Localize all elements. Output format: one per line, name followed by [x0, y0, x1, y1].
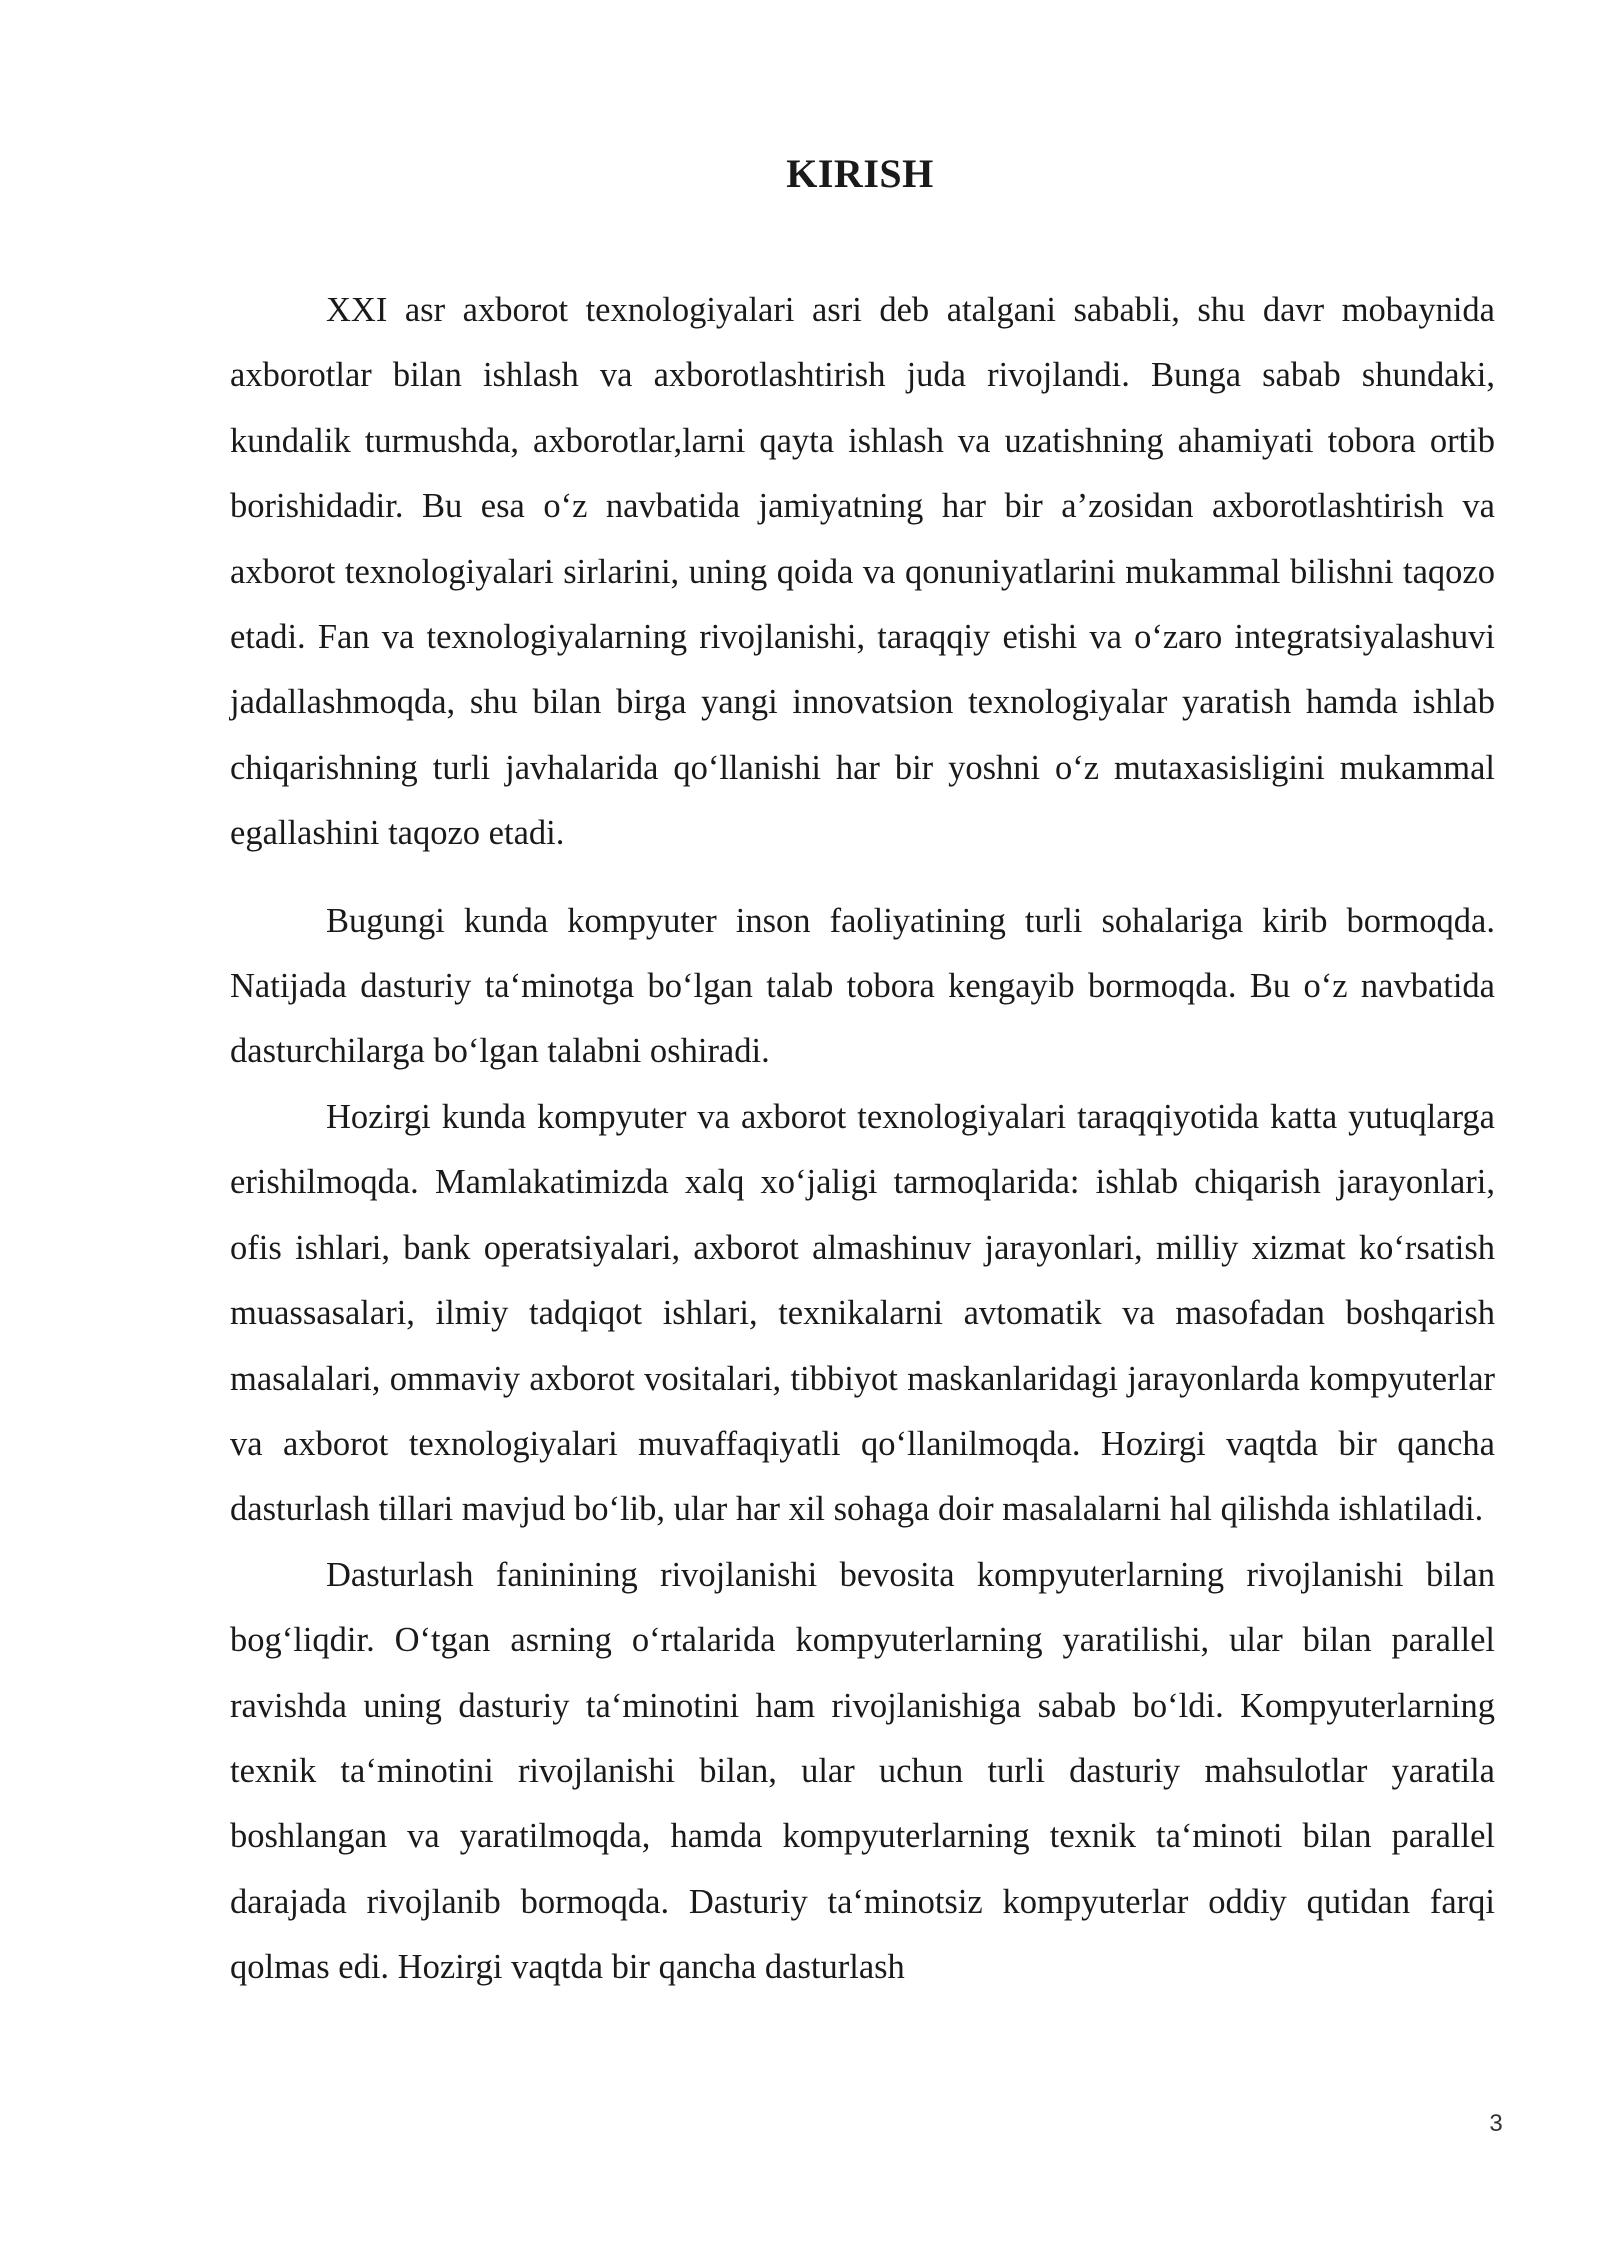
paragraph-3: Hozirgi kunda kompyuter va axborot texnologiyalari taraqqiyotida katta yutuqlarga erishilmoqda. Mamlakatimizda xalq xo‘jaligi tarmoqlarida: ishlab chiqarish jarayonlari, ofis ishlari, bank operatsiyalari, axborot almashinuv jarayonlari, milliy xizmat ko‘rsatish muassasalari, ilmiy tadqiqot ishlari, texnikalarni avtomatik va masofadan boshqarish masalalari, ommaviy axborot vositalari, tibbiyot maskanlaridagi jarayonlarda kompyuterlar va axborot texnologiyalari muvaffaqiyatli qo‘llanilmoqda. Hozirgi vaqtda bir qancha dasturlash tillari mavjud bo‘lib, ular har xil sohaga doir masalalarni hal qilishda ishlatiladi.	[230, 1097, 1495, 1529]
paragraph-2: Bugungi kunda kompyuter inson faoliyatining turli sohalariga kirib bormoqda. Natijada dasturiy ta‘minotga bo‘lgan talab tobora kengayib bormoqda. Bu o‘z navbatida dasturchilarga bo‘lgan talabni oshiradi.	[230, 901, 1495, 1071]
paragraph-1: XXI asr axborot texnologiyalari asri deb atalgani sababli, shu davr mobaynida axborotlar bilan ishlash va axborotlashtirish juda rivojlandi. Bunga sabab shundaki, kundalik turmushda, axborotlar,larni qayta ishlash va uzatishning ahamiyati tobora ortib borishidadir. Bu esa o‘z navbatida jamiyatning har bir a’zosidan axborotlashtirish va axborot texnologiyalari sirlarini, uning qoida va qonuniyatlarini mukammal bilishni taqozo etadi. Fan va texnologiyalarning rivojlanishi, taraqqiy etishi va o‘zaro integratsiyalashuvi jadallashmoqda, shu bilan birga yangi innovatsion texnologiyalar yaratish hamda ishlab chiqarishning turli javhalarida qo‘llanishi har bir yoshni o‘z mutaxasisligini mukammal egallashini taqozo etadi.	[230, 291, 1495, 853]
page-number: 3	[1489, 2110, 1503, 2137]
paragraph-4: Dasturlash faninining rivojlanishi bevosita kompyuterlarning rivojlanishi bilan bog‘liqdir. O‘tgan asrning o‘rtalarida kompyuterlarning yaratilishi, ular bilan parallel ravishda uning dasturiy ta‘minotini ham rivojlanishiga sabab bo‘ldi. Kompyuterlarning texnik ta‘minotini rivojlanishi bilan, ular uchun turli dasturiy mahsulotlar yaratila boshlangan va yaratilmoqda, hamda kompyuterlarning texnik ta‘minoti bilan parallel darajada rivojlanib bormoqda. Dasturiy ta‘minotsiz kompyuterlar oddiy qutidan farqi qolmas edi. Hozirgi vaqtda bir qancha dasturlash	[230, 1555, 1495, 1987]
page-title: KIRISH	[786, 151, 934, 196]
body-text	[230, 278, 1495, 2001]
